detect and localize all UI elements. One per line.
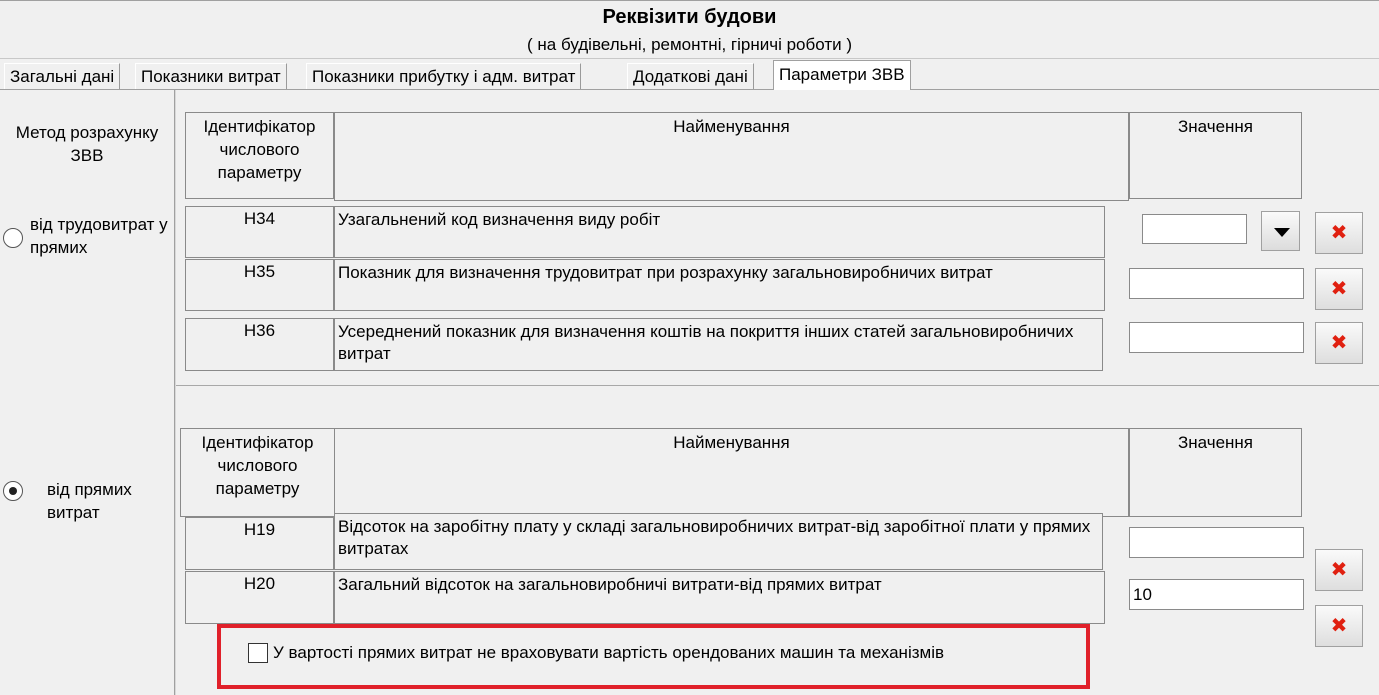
header-name-2: Найменування bbox=[334, 428, 1129, 517]
close-x-icon: ✖ bbox=[1330, 222, 1348, 244]
param-name-h19: Відсоток на заробітну плату у складі загальновиробничих витрат-від заробітної плати у прямих витратах bbox=[334, 513, 1103, 570]
clear-button-h34[interactable] bbox=[1315, 212, 1363, 254]
value-input-h35[interactable] bbox=[1129, 268, 1304, 299]
method-label: Метод розрахунку ЗВВ bbox=[15, 123, 159, 165]
close-x-icon: ✖ bbox=[1330, 332, 1348, 354]
close-x-icon: ✖ bbox=[1330, 278, 1348, 300]
header-name: Найменування bbox=[334, 112, 1129, 201]
radio-labor-costs[interactable] bbox=[3, 228, 23, 248]
param-id-h36: Н36 bbox=[185, 318, 334, 371]
close-x-icon: ✖ bbox=[1330, 615, 1348, 637]
param-id-h20: Н20 bbox=[185, 571, 334, 624]
close-x-icon: ✖ bbox=[1330, 559, 1348, 581]
param-id-h34: Н34 bbox=[185, 206, 334, 258]
exclude-rented-label[interactable]: У вартості прямих витрат не враховувати вартість орендованих машин та механізмів bbox=[273, 643, 945, 662]
clear-button-h19[interactable] bbox=[1315, 549, 1363, 591]
value-input-h20[interactable]: 10 bbox=[1129, 579, 1304, 610]
clear-button-h20[interactable] bbox=[1315, 605, 1363, 647]
radio-labor-costs-label[interactable]: від трудовитрат у прямих bbox=[30, 215, 168, 257]
param-name-h20: Загальний відсоток на загальновиробничі витрати-від прямих витрат bbox=[334, 571, 1105, 624]
triangle-down-icon bbox=[1274, 228, 1290, 237]
tab-zvv-params[interactable]: Параметри ЗВВ bbox=[773, 60, 911, 90]
param-name-h36: Усереднений показник для визначення коштів на покриття інших статей загальновиробничих витрат bbox=[334, 318, 1103, 371]
clear-button-h36[interactable] bbox=[1315, 322, 1363, 364]
header-id: Ідентифікатор числового параметру bbox=[185, 112, 334, 199]
param-name-h34: Узагальнений код визначення виду робіт bbox=[334, 206, 1105, 258]
header-value: Значення bbox=[1129, 112, 1302, 199]
page-subtitle: ( на будівельні, ремонтні, гірничі роботи ) bbox=[527, 35, 852, 54]
param-name-h35: Показник для визначення трудовитрат при розрахунку загальновиробничих витрат bbox=[334, 259, 1105, 311]
tab-divider bbox=[0, 89, 1379, 90]
panel-divider-vertical bbox=[174, 90, 176, 695]
value-input-h34[interactable] bbox=[1142, 214, 1247, 244]
radio-direct-costs[interactable] bbox=[3, 481, 23, 501]
tab-profit-admin[interactable]: Показники прибутку і адм. витрат bbox=[306, 63, 581, 89]
tab-cost-indicators[interactable]: Показники витрат bbox=[135, 63, 287, 89]
exclude-rented-checkbox[interactable] bbox=[248, 643, 268, 663]
param-id-h35: Н35 bbox=[185, 259, 334, 311]
header-id-2: Ідентифікатор числового параметру bbox=[180, 428, 335, 517]
clear-button-h35[interactable] bbox=[1315, 268, 1363, 310]
page-title: Реквізити будови bbox=[602, 6, 777, 28]
dropdown-button-h34[interactable] bbox=[1261, 211, 1300, 251]
tab-additional[interactable]: Додаткові дані bbox=[627, 63, 754, 89]
param-id-h19: Н19 bbox=[185, 517, 334, 570]
radio-direct-costs-label[interactable]: від прямих витрат bbox=[47, 480, 132, 522]
value-input-h19[interactable] bbox=[1129, 527, 1304, 558]
section-divider bbox=[176, 385, 1379, 386]
radio-selected-dot bbox=[9, 487, 17, 495]
tab-general[interactable]: Загальні дані bbox=[4, 63, 120, 89]
header-value-2: Значення bbox=[1129, 428, 1302, 517]
value-input-h36[interactable] bbox=[1129, 322, 1304, 353]
